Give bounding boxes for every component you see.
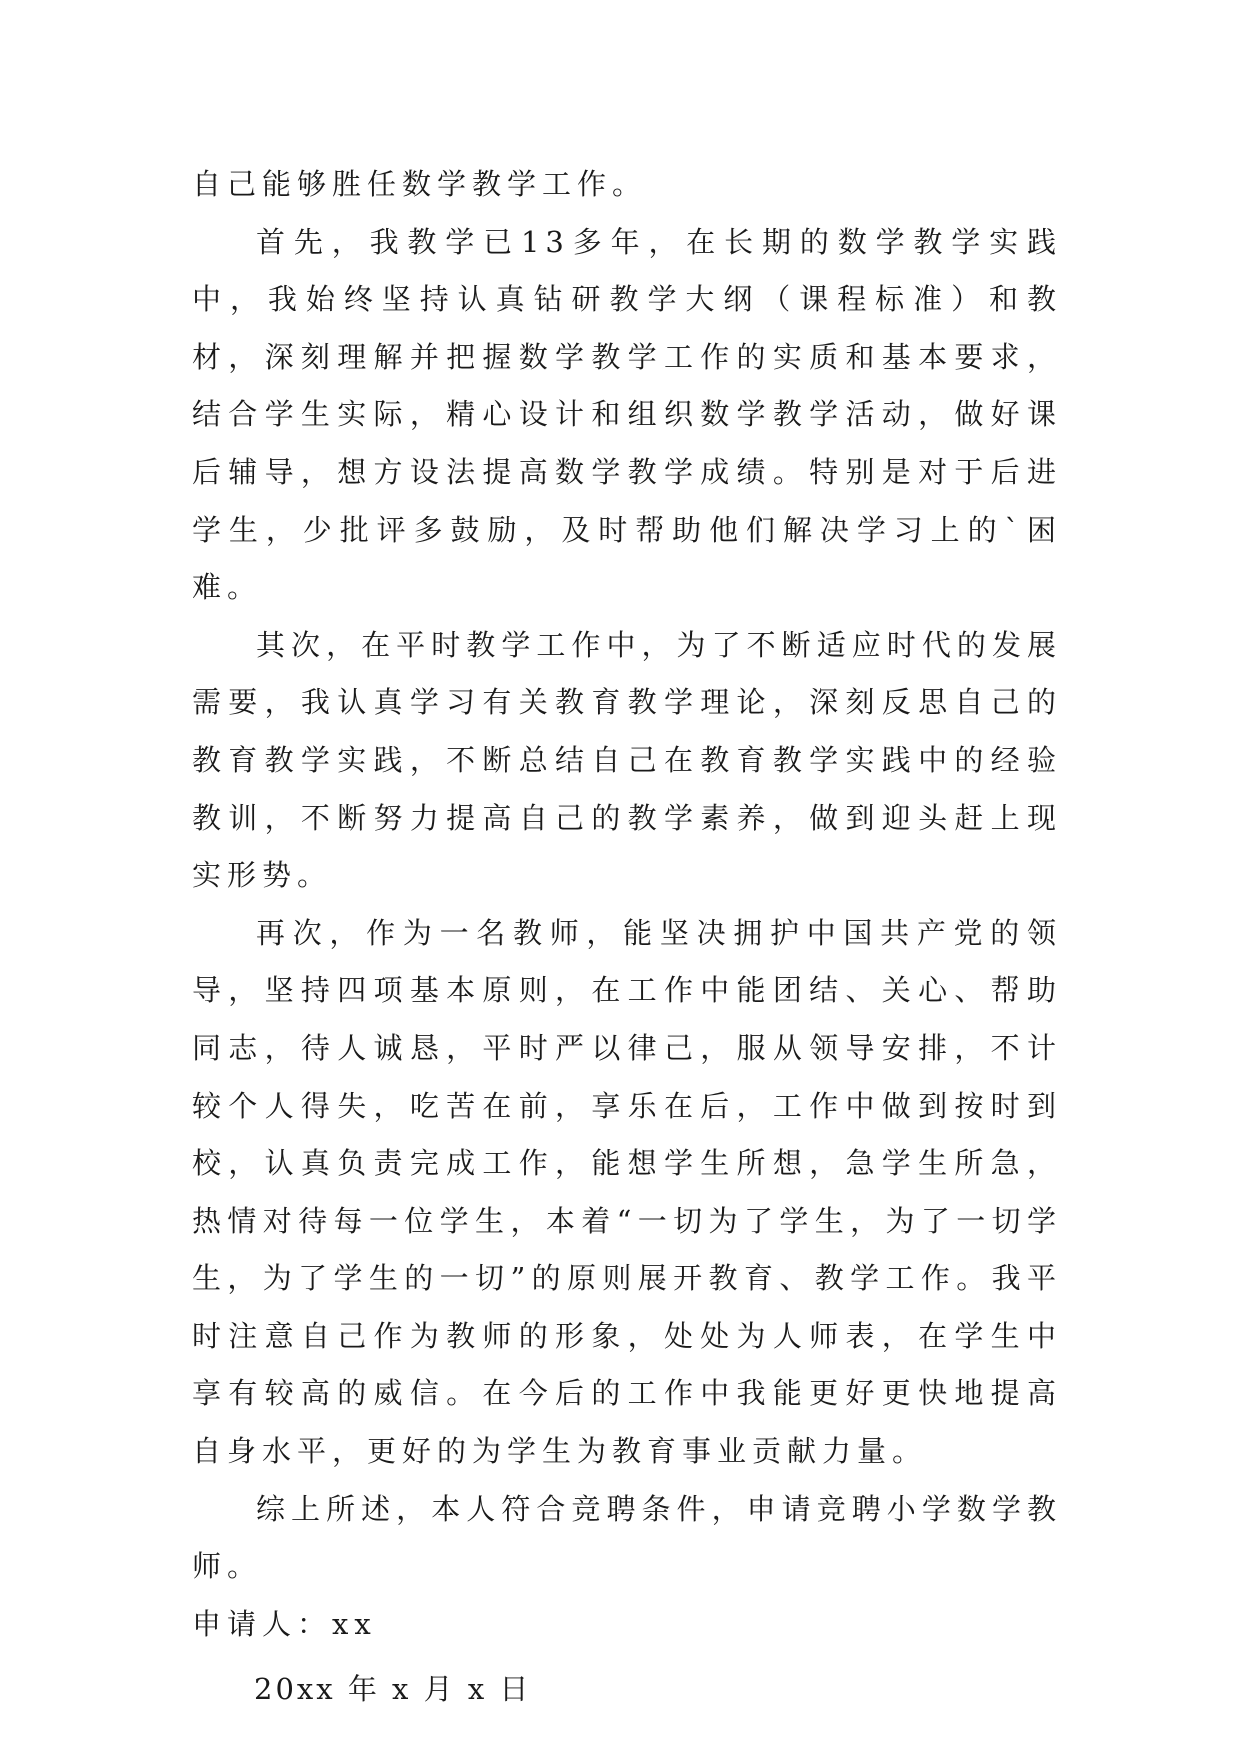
document-body: [192, 156, 1062, 1719]
paragraph-second: 其次，在平时教学工作中，为了不断适应时代的发展需要，我认真学习有关教育教学理论，深刻反思自己的教育教学实践，不断总结自己在教育教学实践中的经验教训，不断努力提高自己的教学素养，做到迎头赶上现实形势。: [192, 627, 1062, 893]
applicant-signature: 申请人：xx: [192, 1606, 377, 1641]
signature-date: 20xx 年 x 月 x 日: [254, 1672, 532, 1707]
paragraph-first: 首先，我教学已13多年，在长期的数学教学实践中，我始终坚持认真钻研教学大纲（课程标准）和教材，深刻理解并把握数学教学工作的实质和基本要求，结合学生实际，精心设计和组织数学教学活动，做好课后辅导，想方设法提高数学教学成绩。特别是对于后进学生，少批评多鼓励，及时帮助他们解决学习上的`困难。: [192, 224, 1062, 605]
paragraph-continuation: 自己能够胜任数学教学工作。: [192, 167, 648, 201]
paragraph-third: 再次，作为一名教师，能坚决拥护中国共产党的领导，坚持四项基本原则，在工作中能团结、关心、帮助同志，待人诚恳，平时严以律己，服从领导安排，不计较个人得失，吃苦在前，享乐在后，工作中做到按时到校，认真负责完成工作，能想学生所想，急学生所急，热情对待每一位学生，本着“一切为了学生，为了一切学生，为了学生的一切”的原则展开教育、教学工作。我平时注意自己作为教师的形象，处处为人师表，在学生中享有较高的威信。在今后的工作中我能更好更快地提高自身水平，更好的为学生为教育事业贡献力量。: [192, 915, 1062, 1469]
paragraph-conclusion: 综上所述，本人符合竞聘条件，申请竞聘小学数学教师。: [192, 1491, 1062, 1584]
